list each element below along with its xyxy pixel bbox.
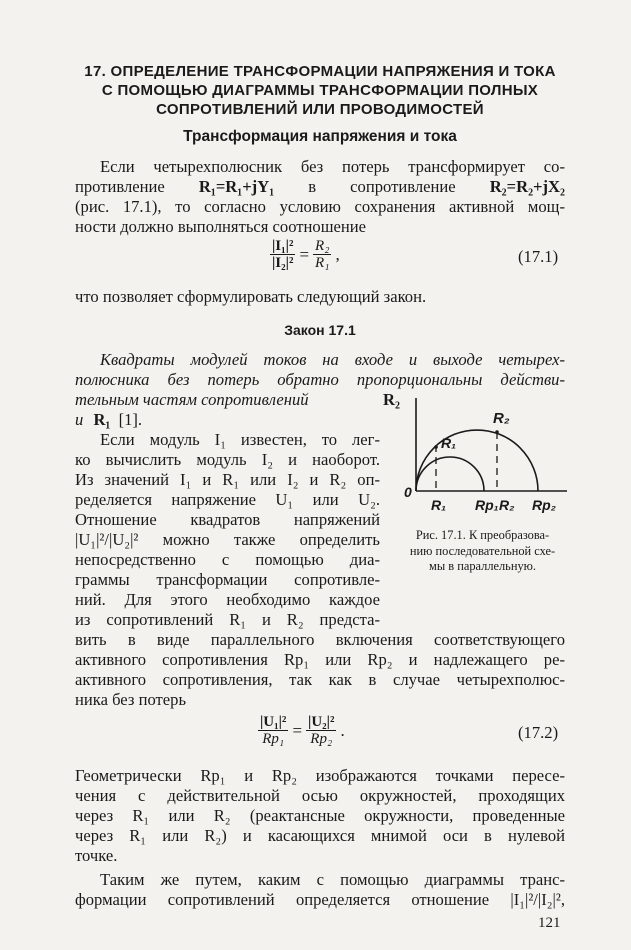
eq2-equals: = <box>292 720 303 740</box>
section-heading-line1: 17. ОПРЕДЕЛЕНИЕ ТРАНСФОРМАЦИИ НАПРЯЖЕНИЯ И ТОКА <box>84 63 556 80</box>
law-title: Закон 17.1 <box>284 322 356 338</box>
law-line1: Квадраты модулей токов на входе и выходе четырех- <box>100 350 565 369</box>
label-R2-point: R₂ <box>493 410 510 427</box>
axis-label-R2: R₂ <box>499 497 515 513</box>
law-text: тельным частям сопротивлений <box>75 390 309 409</box>
para3-line2: активного сопротивления Rp₁ или Rp₂ и надлежащего ре- <box>75 650 565 669</box>
para4-line2: чения с действительной осью окружностей, проходящих <box>75 786 565 805</box>
eq1-right-num: R₂ <box>315 238 330 254</box>
left-col-line6: |U₁|²/|U₂|² можно также определить <box>75 530 380 549</box>
axis-label-Rp1: Rp₁ <box>475 497 499 513</box>
eq2-left-fraction <box>258 714 288 747</box>
para5-line2: формации сопротивлений определяется отношение |I₁|²/|I₂|², <box>75 890 565 909</box>
para1-line3: (рис. 17.1), то согласно условию сохранения активной мощ- <box>75 197 565 216</box>
left-col-line3: Из значений I₁ и R₁ или I₂ и R₂ оп- <box>75 470 380 489</box>
figure-caption <box>390 528 575 575</box>
para5-line1: Таким же путем, каким с помощью диаграммы транс- <box>100 870 565 889</box>
left-col-line10: из сопротивлений R₁ и R₂ предста- <box>75 610 380 629</box>
para1-text: противление <box>75 177 165 196</box>
left-col-line9: ний. Для этого необходимо каждое <box>75 590 380 609</box>
para3-line1: вить в виде параллельного включения соответствующего <box>75 630 565 649</box>
figure-17-1-diagram <box>395 395 575 520</box>
eq2-right-num: |U₂|² <box>308 714 335 730</box>
para4-line1: Геометрически Rp₁ и Rp₂ изображаются точками пересе- <box>75 766 565 785</box>
point-R1 <box>434 445 438 449</box>
eq2-number: (17.2) <box>518 723 559 742</box>
axis-label-Rp2: Rp₂ <box>532 497 557 513</box>
section-heading-line3: СОПРОТИВЛЕНИЙ ИЛИ ПРОВОДИМОСТЕЙ <box>156 101 484 118</box>
para1-text: в <box>308 177 317 196</box>
law-line3 <box>75 390 400 410</box>
para3-line4: ника без потерь <box>75 690 187 709</box>
para4-line5: точке. <box>75 846 118 865</box>
eq2-trail: . <box>340 720 345 740</box>
equation-17-2 <box>258 714 345 747</box>
subsection-title: Трансформация напряжения и тока <box>183 128 457 145</box>
section-heading-line2: С ПОМОЩЬЮ ДИАГРАММЫ ТРАНСФОРМАЦИИ ПОЛНЫХ <box>101 82 539 99</box>
eq1-left-num: |I₁|² <box>272 238 294 254</box>
point-R2 <box>495 430 499 434</box>
law-citation: [1]. <box>118 410 143 429</box>
caption-line2: нию последовательной схе- <box>409 543 556 558</box>
axis-label-R1: R₁ <box>431 497 447 513</box>
caption-line1: Рис. 17.1. К преобразова- <box>415 528 550 542</box>
para1-line4: ности должно выполняться соотношение <box>75 217 366 236</box>
formula-R2: R₂=R₂+jX₂ <box>489 177 565 196</box>
law-text: и <box>75 410 84 429</box>
eq1-right-den: R₁ <box>315 255 330 271</box>
eq1-number: (17.1) <box>518 247 559 266</box>
left-col-line2: ко вычислить модуль I₂ и наоборот. <box>75 450 380 469</box>
small-reactance-circle <box>416 457 484 491</box>
eq2-right-fraction <box>306 714 336 747</box>
caption-line3: мы в параллельную. <box>428 559 537 573</box>
law-R1: R₁ <box>93 410 111 429</box>
para3-line3: активного сопротивления, так как в случае четырехполюс- <box>75 670 565 689</box>
law-line4 <box>75 410 142 430</box>
eq1-right-fraction <box>313 238 331 271</box>
equation-17-1 <box>270 238 340 271</box>
eq1-trail: , <box>335 244 340 264</box>
left-col-line1: Если модуль I₁ известен, то лег- <box>100 430 380 449</box>
eq1-left-fraction <box>270 238 295 271</box>
left-col-line5: Отношение квадратов напряжений <box>75 510 380 529</box>
left-col-line4: ределяется напряжение U₁ или U₂. <box>75 490 380 509</box>
eq2-right-den: Rp₂ <box>310 731 333 747</box>
para2: что позволяет сформулировать следующий закон. <box>75 287 427 306</box>
left-col-line8: граммы трансформации сопротивле- <box>75 570 380 589</box>
label-origin: 0 <box>404 484 412 500</box>
eq2-left-den: Rp₁ <box>262 731 285 747</box>
eq2-left-num: |U₁|² <box>260 714 287 730</box>
law-line2: полюсника без потерь обратно пропорциональны действи- <box>75 370 565 389</box>
label-R1-point: R₁ <box>441 435 457 451</box>
para1-line2 <box>75 177 565 197</box>
eq1-left-den: |I₂|² <box>272 255 294 271</box>
left-col-line7: непосредственно с помощью диа- <box>75 550 380 569</box>
formula-R1: R₁=R₁+jY₁ <box>198 177 275 196</box>
para1-text: сопротивление <box>350 177 456 196</box>
para4-line3: через R₁ или R₂ (реактансные окружности, проведенные <box>75 806 565 825</box>
law-R2: R₂ <box>383 390 400 409</box>
eq1-equals: = <box>299 244 310 264</box>
para4-line4: через R₁ или R₂) и касающихся мнимой оси в нулевой <box>75 826 565 845</box>
page-number: 121 <box>538 915 561 931</box>
para1-line1: Если четырехполюсник без потерь трансформирует со- <box>100 157 565 176</box>
